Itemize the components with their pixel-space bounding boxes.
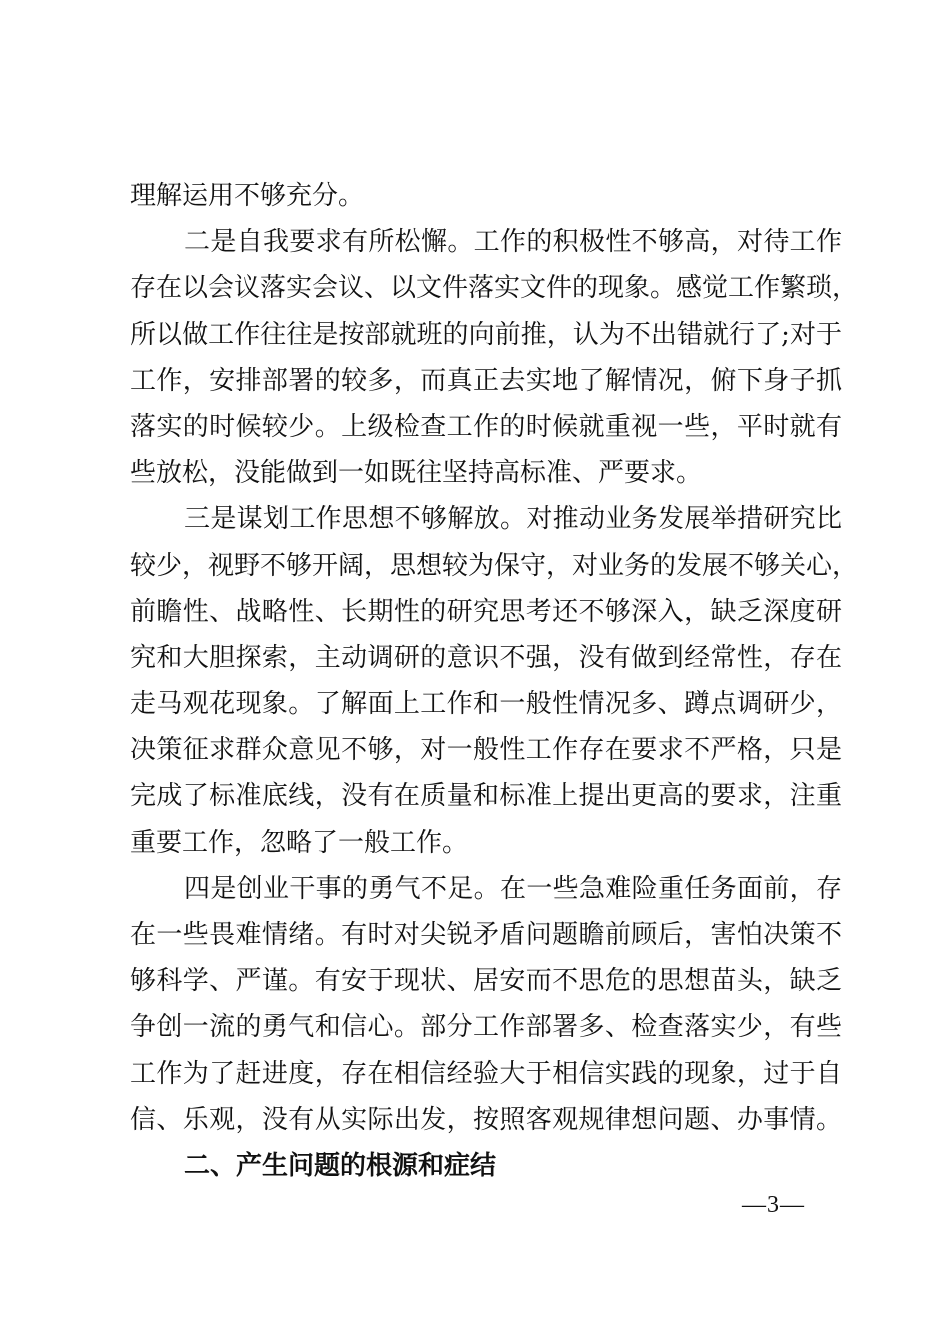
paragraph-line: 究和大胆探索，主动调研的意识不强，没有做到经常性，存在 bbox=[130, 642, 842, 673]
paragraph-line: 四是创业干事的勇气不足。在一些急难险重任务面前，存 bbox=[184, 873, 842, 904]
paragraph-line: 决策征求群众意见不够，对一般性工作存在要求不严格，只是 bbox=[130, 735, 842, 766]
paragraph-line: 够科学、严谨。有安于现状、居安而不思危的思想苗头，缺乏 bbox=[130, 966, 842, 997]
paragraph-line: 前瞻性、战略性、长期性的研究思考还不够深入，缺乏深度研 bbox=[130, 596, 842, 627]
paragraph-line: 些放松，没能做到一如既往坚持高标准、严要求。 bbox=[130, 458, 703, 489]
paragraph-line: 理解运用不够充分。 bbox=[130, 181, 365, 211]
paragraph-line: 重要工作，忽略了一般工作。 bbox=[130, 827, 469, 858]
paragraph-line: 落实的时候较少。上级检查工作的时候就重视一些，平时就有 bbox=[130, 411, 842, 442]
paragraph-line: 三是谋划工作思想不够解放。对推动业务发展举措研究比 bbox=[184, 504, 842, 535]
paragraph-line: 在一些畏难情绪。有时对尖锐矛盾问题瞻前顾后，害怕决策不 bbox=[130, 920, 842, 950]
paragraph-line: 所以做工作往往是按部就班的向前推，认为不出错就行了;对于 bbox=[130, 319, 842, 350]
paragraph-line: 二是自我要求有所松懈。工作的积极性不够高，对待工作 bbox=[184, 227, 842, 258]
paragraph-line: 信、乐观，没有从实际出发，按照客观规律想问题、办事情。 bbox=[130, 1104, 842, 1135]
paragraph-line: 完成了标准底线，没有在质量和标准上提出更高的要求，注重 bbox=[130, 781, 842, 812]
page-number: —3— bbox=[742, 1192, 805, 1218]
section-heading: 二、产生问题的根源和症结 bbox=[184, 1150, 497, 1181]
paragraph-line: 走马观花现象。了解面上工作和一般性情况多、蹲点调研少， bbox=[130, 689, 842, 720]
paragraph-line: 工作为了赶进度，存在相信经验大于相信实践的现象，过于自 bbox=[130, 1058, 842, 1089]
paragraph-line: 较少，视野不够开阔，思想较为保守，对业务的发展不够关心， bbox=[130, 550, 859, 581]
body-text bbox=[130, 173, 859, 1189]
paragraph-line: 工作，安排部署的较多，而真正去实地了解情况，俯下身子抓 bbox=[130, 365, 842, 396]
paragraph-line: 存在以会议落实会议、以文件落实文件的现象。感觉工作繁琐， bbox=[130, 273, 859, 304]
paragraph-line: 争创一流的勇气和信心。部分工作部署多、检查落实少，有些 bbox=[130, 1012, 842, 1043]
